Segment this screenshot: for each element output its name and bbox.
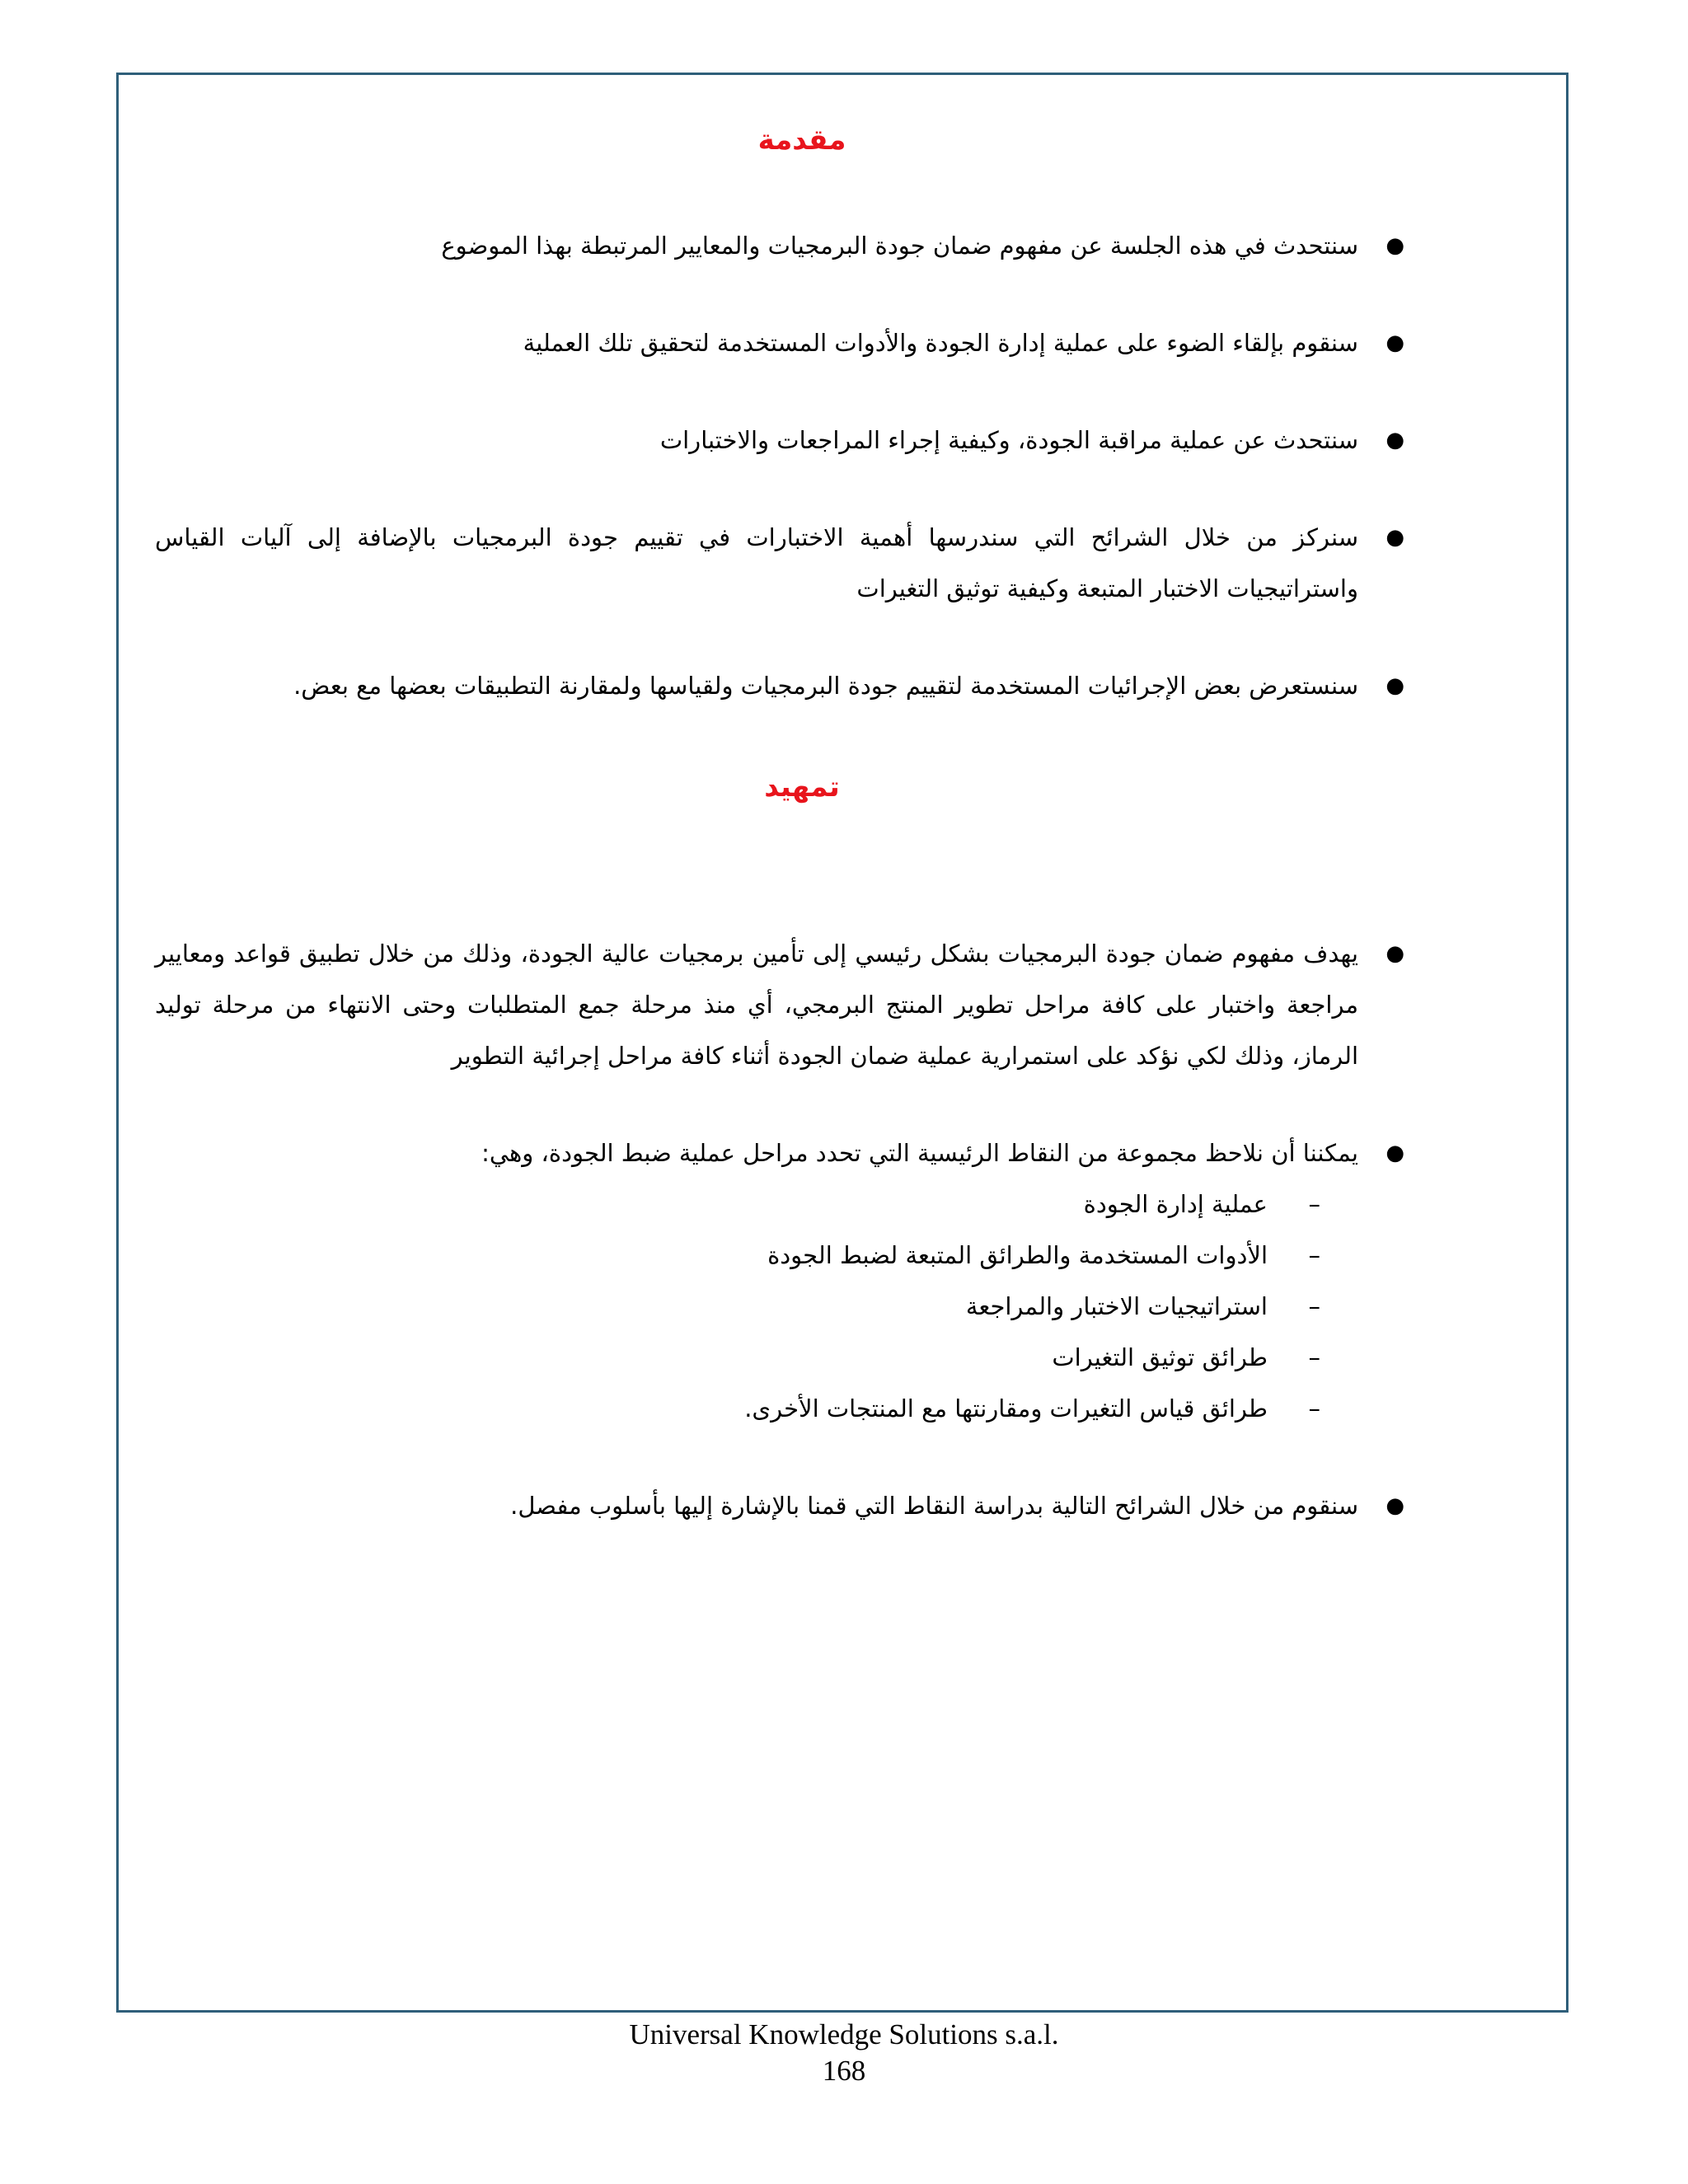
dash-icon: –: [1308, 1291, 1320, 1320]
sub-list-item-text: الأدوات المستخدمة والطرائق المتبعة لضبط الجودة: [767, 1240, 1268, 1269]
list-item: [155, 660, 1449, 711]
sub-list-item-text: عملية إدارة الجودة: [1083, 1189, 1268, 1218]
bullet-icon: ●: [1386, 1140, 1404, 1165]
section-heading-preface: تمهيد: [764, 770, 840, 804]
list-item-text: سنتحدث عن عملية مراقبة الجودة، وكيفية إجراء المراجعات والاختبارات: [659, 425, 1358, 454]
introduction-list: [155, 220, 1449, 711]
list-item: [155, 415, 1449, 466]
list-item: [155, 220, 1449, 271]
bullet-icon: ●: [1386, 330, 1404, 355]
list-item: [155, 317, 1449, 368]
list-item-text: سنتحدث في هذه الجلسة عن مفهوم ضمان جودة البرمجيات والمعايير المرتبطة بهذا الموضوع: [441, 231, 1358, 260]
sub-list: [155, 1179, 1358, 1434]
dash-icon: –: [1308, 1240, 1320, 1269]
list-item: [155, 928, 1449, 1081]
list-item-text: سنركز من خلال الشرائح التي سندرسها أهمية الاختبارات في تقييم جودة البرمجيات بالإضافة إلى آليات القياس واستراتيجيات الاختبار المتبعة وكيفية توثيق التغيرات: [155, 523, 1358, 602]
sub-list-item-text: استراتيجيات الاختبار والمراجعة: [965, 1291, 1268, 1320]
list-item: [155, 1480, 1449, 1531]
bullet-icon: ●: [1386, 427, 1404, 452]
sub-list-item: [155, 1179, 1358, 1230]
list-item-text: سنستعرض بعض الإجرائيات المستخدمة لتقييم جودة البرمجيات ولقياسها ولمقارنة التطبيقات بعضها مع بعض.: [293, 671, 1358, 700]
dash-icon: –: [1308, 1343, 1320, 1371]
list-item-text: يهدف مفهوم ضمان جودة البرمجيات بشكل رئيسي إلى تأمين برمجيات عالية الجودة، وذلك من خلال تطبيق قواعد ومعايير مراجعة واختبار على كافة مراحل تطوير المنتج البرمجي، أي منذ مرحلة جمع المتطلبات وحتى الانتهاء من مرحلة توليد الرماز، وذلك لكي نؤكد على استمرارية عملية ضمان الجودة أثناء كافة مراحل إجرائية التطوير: [155, 939, 1358, 1070]
page-content: [155, 115, 1449, 1577]
dash-icon: –: [1308, 1189, 1320, 1218]
preface-list: [155, 928, 1449, 1531]
page-number: 168: [822, 2055, 866, 2087]
sub-list-item-text: طرائق توثيق التغيرات: [1052, 1343, 1268, 1371]
bullet-icon: ●: [1386, 673, 1404, 698]
sub-list-item: [155, 1383, 1358, 1434]
bullet-icon: ●: [1386, 940, 1404, 966]
section-heading-introduction: مقدمة: [757, 124, 846, 157]
bullet-icon: ●: [1386, 232, 1404, 258]
footer-company: Universal Knowledge Solutions s.a.l.: [629, 2018, 1059, 2050]
list-item: [155, 1127, 1449, 1434]
list-item: [155, 512, 1449, 614]
bullet-icon: ●: [1386, 1493, 1404, 1518]
list-item-text: سنقوم من خلال الشرائح التالية بدراسة النقاط التي قمنا بالإشارة إليها بأسلوب مفصل.: [510, 1491, 1358, 1520]
sub-list-item: [155, 1230, 1358, 1281]
list-item-text: سنقوم بإلقاء الضوء على عملية إدارة الجودة والأدوات المستخدمة لتحقيق تلك العملية: [523, 328, 1358, 357]
bullet-icon: ●: [1386, 524, 1404, 550]
page-footer: [0, 2017, 1688, 2089]
sub-list-item: [155, 1281, 1358, 1332]
sub-list-item: [155, 1332, 1358, 1383]
sub-list-item-text: طرائق قياس التغيرات ومقارنتها مع المنتجات الأخرى.: [744, 1394, 1268, 1422]
list-item-text: يمكننا أن نلاحظ مجموعة من النقاط الرئيسية التي تحدد مراحل عملية ضبط الجودة، وهي:: [481, 1138, 1358, 1167]
dash-icon: –: [1308, 1394, 1320, 1422]
